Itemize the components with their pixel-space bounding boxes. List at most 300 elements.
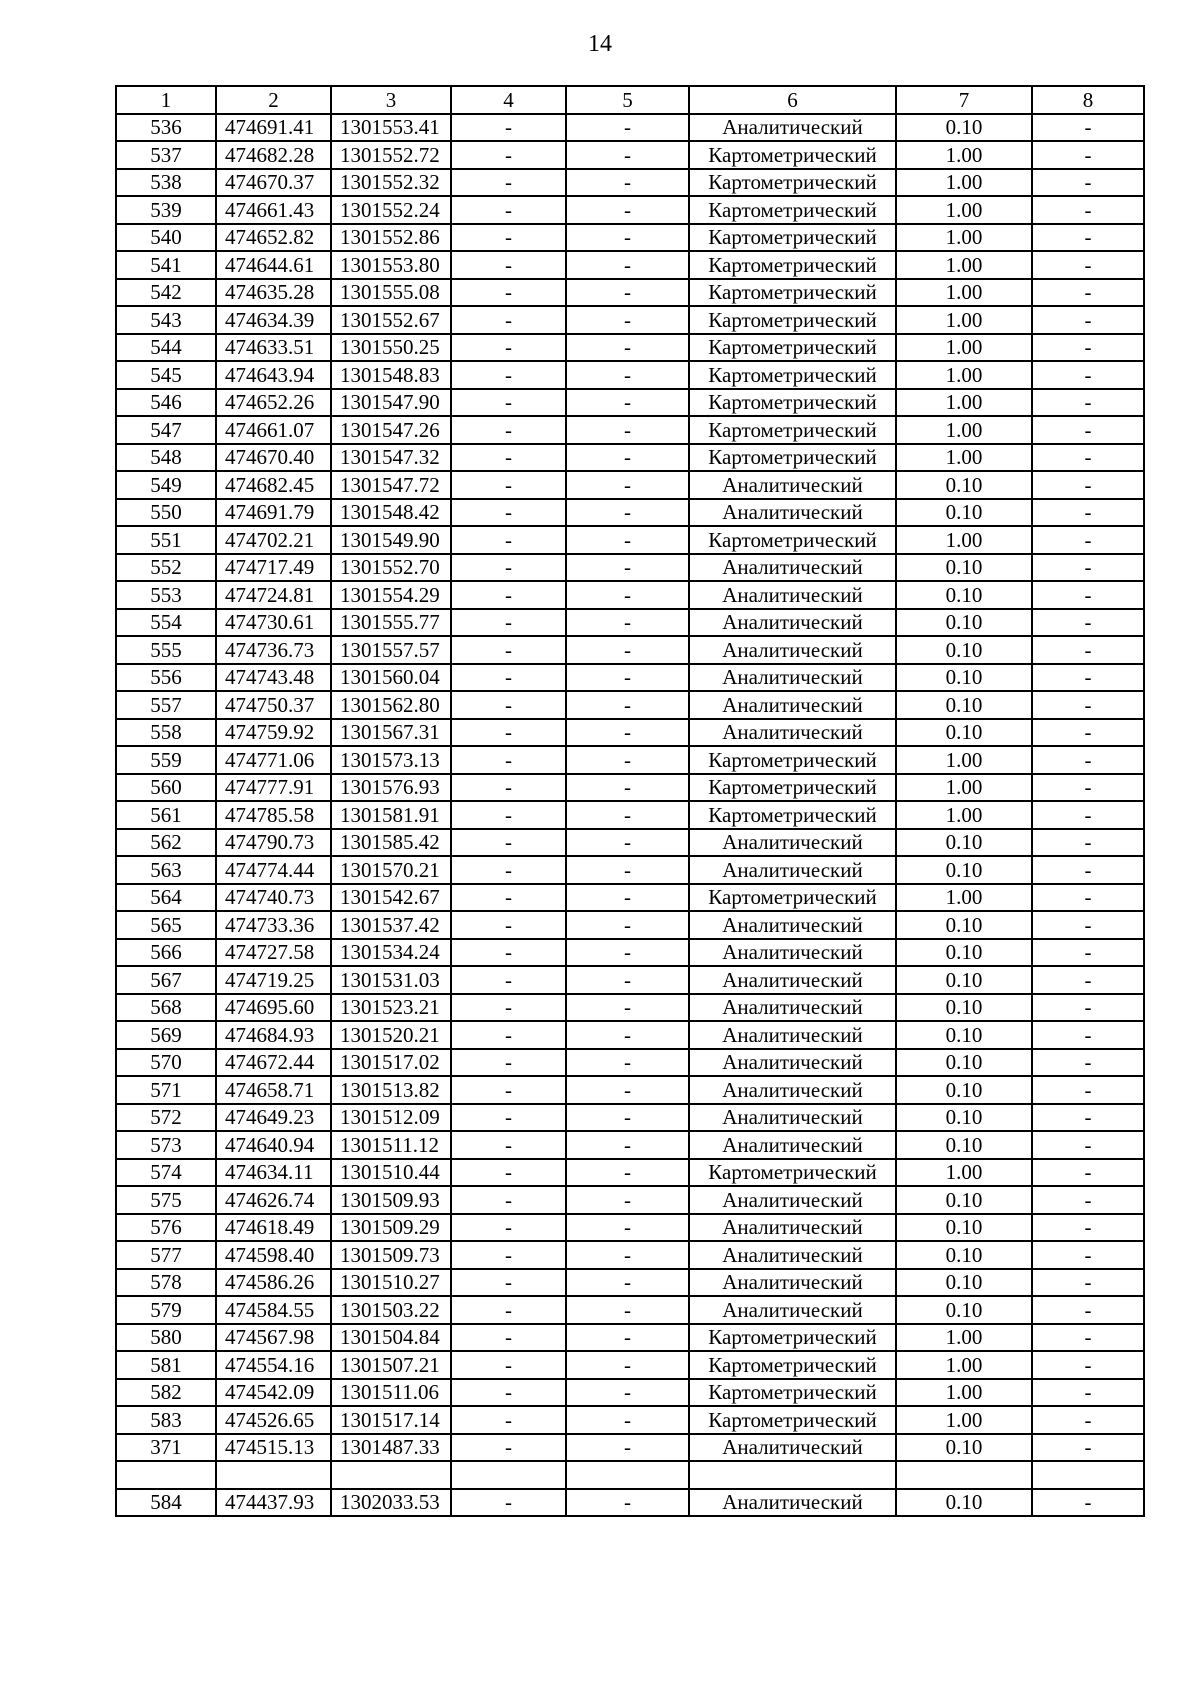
point-number-cell: 564 [116, 884, 216, 912]
col-5-value-cell: - [566, 1269, 689, 1297]
point-number-cell: 573 [116, 1131, 216, 1159]
point-number-cell: 557 [116, 691, 216, 719]
method-cell: Картометрический [689, 334, 896, 362]
coordinate-y-cell: 1302033.53 [331, 1489, 451, 1517]
method-cell: Аналитический [689, 1104, 896, 1132]
method-cell: Картометрический [689, 1406, 896, 1434]
col-8-value-cell: - [1032, 856, 1144, 884]
coordinate-y-cell: 1301552.24 [331, 196, 451, 224]
method-cell: Картометрический [689, 279, 896, 307]
col-5-value-cell: - [566, 609, 689, 637]
col-5-value-cell: - [566, 911, 689, 939]
table-row [116, 224, 1144, 252]
coordinate-y-cell: 1301581.91 [331, 801, 451, 829]
table-row [116, 966, 1144, 994]
col-4-value-cell: - [451, 471, 566, 499]
method-cell: Картометрический [689, 141, 896, 169]
col-5-value-cell: - [566, 856, 689, 884]
coordinate-x-cell: 474684.93 [216, 1021, 331, 1049]
table-row [116, 306, 1144, 334]
accuracy-cell: 1.00 [896, 746, 1032, 774]
coordinate-y-cell: 1301511.12 [331, 1131, 451, 1159]
method-cell: Аналитический [689, 691, 896, 719]
col-5-value-cell: - [566, 1021, 689, 1049]
table-row [116, 389, 1144, 417]
table-row [116, 361, 1144, 389]
col-5-value-cell: - [566, 389, 689, 417]
accuracy-cell: 0.10 [896, 1241, 1032, 1269]
accuracy-cell: 1.00 [896, 1406, 1032, 1434]
coordinate-y-cell: 1301552.67 [331, 306, 451, 334]
col-5-value-cell: - [566, 416, 689, 444]
accuracy-cell: 1.00 [896, 224, 1032, 252]
col-5-value-cell: - [566, 719, 689, 747]
coordinate-x-cell: 474727.58 [216, 939, 331, 967]
coordinates-table [115, 85, 1145, 1517]
method-cell: Картометрический [689, 526, 896, 554]
col-8-value-cell: - [1032, 994, 1144, 1022]
col-4-value-cell: - [451, 279, 566, 307]
accuracy-cell: 0.10 [896, 499, 1032, 527]
accuracy-cell: 1.00 [896, 1324, 1032, 1352]
col-4-value-cell: - [451, 1021, 566, 1049]
col-5-value-cell: - [566, 884, 689, 912]
accuracy-cell: 0.10 [896, 581, 1032, 609]
col-4-value-cell: - [451, 334, 566, 362]
point-number-cell: 566 [116, 939, 216, 967]
coordinate-x-cell: 474691.41 [216, 114, 331, 142]
point-number-cell: 583 [116, 1406, 216, 1434]
method-cell: Картометрический [689, 389, 896, 417]
col-5-value-cell: - [566, 141, 689, 169]
table-row [116, 114, 1144, 142]
accuracy-cell: 1.00 [896, 169, 1032, 197]
col-5-value-cell: - [566, 1214, 689, 1242]
accuracy-cell: 1.00 [896, 334, 1032, 362]
coordinate-x-cell: 474661.43 [216, 196, 331, 224]
col-4-value-cell: - [451, 1104, 566, 1132]
col-4-value-cell: - [451, 361, 566, 389]
coordinate-x-cell: 474644.61 [216, 251, 331, 279]
table-row [116, 141, 1144, 169]
col-8-value-cell: - [1032, 1186, 1144, 1214]
accuracy-cell: 1.00 [896, 196, 1032, 224]
table-row [116, 1406, 1144, 1434]
coordinate-x-cell: 474618.49 [216, 1214, 331, 1242]
accuracy-cell: 0.10 [896, 609, 1032, 637]
col-8-value-cell: - [1032, 1324, 1144, 1352]
coordinate-x-cell: 474515.13 [216, 1434, 331, 1462]
table-row [116, 719, 1144, 747]
col-5-value-cell: - [566, 1379, 689, 1407]
coordinate-y-cell: 1301585.42 [331, 829, 451, 857]
method-cell: Аналитический [689, 856, 896, 884]
point-number-cell: 540 [116, 224, 216, 252]
col-8-value-cell: - [1032, 911, 1144, 939]
method-cell: Аналитический [689, 1186, 896, 1214]
coordinate-x-cell: 474640.94 [216, 1131, 331, 1159]
coordinate-x-cell: 474682.45 [216, 471, 331, 499]
coordinate-x-cell: 474717.49 [216, 554, 331, 582]
col-4-value-cell: - [451, 994, 566, 1022]
table-row [116, 279, 1144, 307]
header-cell-4: 4 [451, 86, 566, 114]
coordinate-y-cell: 1301548.42 [331, 499, 451, 527]
table-row [116, 1379, 1144, 1407]
method-cell: Аналитический [689, 636, 896, 664]
accuracy-cell [896, 1461, 1032, 1489]
method-cell: Аналитический [689, 1241, 896, 1269]
point-number-cell: 571 [116, 1076, 216, 1104]
coordinate-y-cell: 1301547.32 [331, 444, 451, 472]
point-number-cell: 559 [116, 746, 216, 774]
col-4-value-cell: - [451, 416, 566, 444]
point-number-cell: 544 [116, 334, 216, 362]
point-number-cell: 574 [116, 1159, 216, 1187]
coordinate-y-cell: 1301553.80 [331, 251, 451, 279]
col-4-value-cell: - [451, 1131, 566, 1159]
col-4-value-cell: - [451, 1489, 566, 1517]
col-5-value-cell: - [566, 1159, 689, 1187]
accuracy-cell: 0.10 [896, 856, 1032, 884]
col-8-value-cell: - [1032, 691, 1144, 719]
point-number-cell: 537 [116, 141, 216, 169]
coordinate-y-cell: 1301507.21 [331, 1351, 451, 1379]
coordinate-x-cell: 474771.06 [216, 746, 331, 774]
coordinate-y-cell: 1301509.29 [331, 1214, 451, 1242]
point-number-cell: 569 [116, 1021, 216, 1049]
col-4-value-cell: - [451, 251, 566, 279]
method-cell: Аналитический [689, 1214, 896, 1242]
col-8-value-cell: - [1032, 966, 1144, 994]
point-number-cell: 578 [116, 1269, 216, 1297]
table-row [116, 1461, 1144, 1489]
accuracy-cell: 0.10 [896, 1186, 1032, 1214]
coordinate-x-cell: 474777.91 [216, 774, 331, 802]
coordinate-x-cell: 474774.44 [216, 856, 331, 884]
method-cell: Аналитический [689, 114, 896, 142]
coordinate-x-cell: 474437.93 [216, 1489, 331, 1517]
col-5-value-cell: - [566, 251, 689, 279]
col-4-value-cell: - [451, 1434, 566, 1462]
coordinate-y-cell: 1301548.83 [331, 361, 451, 389]
col-8-value-cell: - [1032, 554, 1144, 582]
accuracy-cell: 0.10 [896, 1269, 1032, 1297]
coordinate-x-cell: 474670.40 [216, 444, 331, 472]
table-row [116, 1104, 1144, 1132]
accuracy-cell: 0.10 [896, 1214, 1032, 1242]
method-cell: Картометрический [689, 746, 896, 774]
table-row [116, 196, 1144, 224]
point-number-cell: 549 [116, 471, 216, 499]
accuracy-cell: 1.00 [896, 389, 1032, 417]
coordinate-y-cell: 1301512.09 [331, 1104, 451, 1132]
col-4-value-cell: - [451, 1296, 566, 1324]
col-5-value-cell: - [566, 444, 689, 472]
coordinate-x-cell: 474719.25 [216, 966, 331, 994]
col-8-value-cell: - [1032, 1214, 1144, 1242]
method-cell: Картометрический [689, 196, 896, 224]
coordinate-x-cell: 474724.81 [216, 581, 331, 609]
point-number-cell: 558 [116, 719, 216, 747]
col-4-value-cell: - [451, 1269, 566, 1297]
table-row [116, 939, 1144, 967]
col-5-value-cell: - [566, 1324, 689, 1352]
accuracy-cell: 0.10 [896, 1296, 1032, 1324]
col-8-value-cell: - [1032, 499, 1144, 527]
table-row [116, 1186, 1144, 1214]
coordinate-x-cell: 474634.39 [216, 306, 331, 334]
col-5-value-cell: - [566, 196, 689, 224]
table-row [116, 829, 1144, 857]
col-8-value-cell: - [1032, 444, 1144, 472]
point-number-cell: 577 [116, 1241, 216, 1269]
coordinate-x-cell: 474526.65 [216, 1406, 331, 1434]
table-row [116, 774, 1144, 802]
method-cell: Аналитический [689, 1049, 896, 1077]
table-row [116, 1296, 1144, 1324]
col-8-value-cell: - [1032, 1159, 1144, 1187]
col-4-value-cell: - [451, 224, 566, 252]
accuracy-cell: 0.10 [896, 691, 1032, 719]
col-4-value-cell: - [451, 1324, 566, 1352]
col-8-value-cell: - [1032, 1434, 1144, 1462]
col-8-value-cell: - [1032, 526, 1144, 554]
col-8-value-cell [1032, 1461, 1144, 1489]
col-8-value-cell: - [1032, 1076, 1144, 1104]
accuracy-cell: 1.00 [896, 884, 1032, 912]
coordinate-y-cell: 1301555.08 [331, 279, 451, 307]
method-cell: Аналитический [689, 719, 896, 747]
accuracy-cell: 1.00 [896, 444, 1032, 472]
col-8-value-cell: - [1032, 1351, 1144, 1379]
table-row [116, 526, 1144, 554]
point-number-cell: 582 [116, 1379, 216, 1407]
col-5-value-cell: - [566, 1406, 689, 1434]
coordinate-x-cell: 474598.40 [216, 1241, 331, 1269]
col-4-value-cell: - [451, 114, 566, 142]
col-8-value-cell: - [1032, 774, 1144, 802]
point-number-cell: 565 [116, 911, 216, 939]
method-cell: Картометрический [689, 416, 896, 444]
coordinate-y-cell: 1301511.06 [331, 1379, 451, 1407]
method-cell: Картометрический [689, 884, 896, 912]
point-number-cell: 548 [116, 444, 216, 472]
coordinate-y-cell: 1301517.14 [331, 1406, 451, 1434]
col-5-value-cell: - [566, 1049, 689, 1077]
point-number-cell: 371 [116, 1434, 216, 1462]
table-row [116, 334, 1144, 362]
col-5-value-cell: - [566, 966, 689, 994]
col-5-value-cell: - [566, 306, 689, 334]
col-4-value-cell: - [451, 1406, 566, 1434]
method-cell: Аналитический [689, 471, 896, 499]
coordinate-x-cell: 474750.37 [216, 691, 331, 719]
accuracy-cell: 0.10 [896, 664, 1032, 692]
col-8-value-cell: - [1032, 141, 1144, 169]
method-cell: Аналитический [689, 1076, 896, 1104]
coordinate-y-cell: 1301510.27 [331, 1269, 451, 1297]
coordinate-y-cell: 1301537.42 [331, 911, 451, 939]
method-cell: Аналитический [689, 664, 896, 692]
header-cell-5: 5 [566, 86, 689, 114]
col-4-value-cell: - [451, 691, 566, 719]
method-cell: Аналитический [689, 554, 896, 582]
point-number-cell: 538 [116, 169, 216, 197]
point-number-cell: 560 [116, 774, 216, 802]
col-5-value-cell: - [566, 499, 689, 527]
col-4-value-cell: - [451, 526, 566, 554]
accuracy-cell: 1.00 [896, 801, 1032, 829]
col-4-value-cell: - [451, 719, 566, 747]
coordinate-y-cell: 1301552.32 [331, 169, 451, 197]
coordinate-y-cell: 1301531.03 [331, 966, 451, 994]
col-8-value-cell: - [1032, 1406, 1144, 1434]
col-5-value-cell: - [566, 801, 689, 829]
method-cell: Картометрический [689, 1379, 896, 1407]
col-5-value-cell: - [566, 279, 689, 307]
col-4-value-cell: - [451, 856, 566, 884]
coordinate-y-cell: 1301570.21 [331, 856, 451, 884]
col-8-value-cell: - [1032, 1269, 1144, 1297]
coordinate-x-cell: 474702.21 [216, 526, 331, 554]
col-8-value-cell: - [1032, 1104, 1144, 1132]
accuracy-cell: 0.10 [896, 636, 1032, 664]
col-4-value-cell [451, 1461, 566, 1489]
point-number-cell: 552 [116, 554, 216, 582]
page-number: 14 [588, 31, 612, 57]
method-cell: Картометрический [689, 801, 896, 829]
accuracy-cell: 1.00 [896, 361, 1032, 389]
table-body [116, 86, 1144, 1516]
table-row [116, 636, 1144, 664]
coordinate-x-cell: 474691.79 [216, 499, 331, 527]
coordinate-x-cell [216, 1461, 331, 1489]
col-5-value-cell: - [566, 169, 689, 197]
col-4-value-cell: - [451, 664, 566, 692]
method-cell: Аналитический [689, 581, 896, 609]
col-5-value-cell: - [566, 1489, 689, 1517]
col-4-value-cell: - [451, 554, 566, 582]
col-5-value-cell: - [566, 554, 689, 582]
coordinate-x-cell: 474682.28 [216, 141, 331, 169]
method-cell: Аналитический [689, 994, 896, 1022]
coordinate-x-cell: 474670.37 [216, 169, 331, 197]
point-number-cell: 575 [116, 1186, 216, 1214]
col-4-value-cell: - [451, 1159, 566, 1187]
col-5-value-cell: - [566, 1104, 689, 1132]
method-cell: Аналитический [689, 1131, 896, 1159]
accuracy-cell: 1.00 [896, 1379, 1032, 1407]
col-4-value-cell: - [451, 636, 566, 664]
table-row [116, 1214, 1144, 1242]
point-number-cell: 551 [116, 526, 216, 554]
table-row [116, 884, 1144, 912]
coordinate-y-cell: 1301517.02 [331, 1049, 451, 1077]
point-number-cell: 556 [116, 664, 216, 692]
method-cell: Картометрический [689, 251, 896, 279]
header-cell-6: 6 [689, 86, 896, 114]
col-8-value-cell: - [1032, 829, 1144, 857]
accuracy-cell: 1.00 [896, 279, 1032, 307]
col-8-value-cell: - [1032, 884, 1144, 912]
method-cell: Картометрический [689, 774, 896, 802]
col-8-value-cell: - [1032, 664, 1144, 692]
accuracy-cell: 0.10 [896, 1076, 1032, 1104]
col-4-value-cell: - [451, 801, 566, 829]
col-8-value-cell: - [1032, 169, 1144, 197]
point-number-cell: 581 [116, 1351, 216, 1379]
col-4-value-cell: - [451, 196, 566, 224]
table-row [116, 169, 1144, 197]
coordinate-y-cell: 1301553.41 [331, 114, 451, 142]
point-number-cell: 554 [116, 609, 216, 637]
point-number-cell: 542 [116, 279, 216, 307]
point-number-cell: 568 [116, 994, 216, 1022]
col-8-value-cell: - [1032, 114, 1144, 142]
method-cell: Аналитический [689, 499, 896, 527]
accuracy-cell: 1.00 [896, 141, 1032, 169]
coordinate-x-cell: 474661.07 [216, 416, 331, 444]
coordinate-x-cell: 474542.09 [216, 1379, 331, 1407]
coordinate-y-cell: 1301576.93 [331, 774, 451, 802]
coordinate-x-cell: 474634.11 [216, 1159, 331, 1187]
col-5-value-cell: - [566, 829, 689, 857]
col-5-value-cell: - [566, 636, 689, 664]
point-number-cell: 550 [116, 499, 216, 527]
point-number-cell: 561 [116, 801, 216, 829]
accuracy-cell: 0.10 [896, 829, 1032, 857]
col-4-value-cell: - [451, 306, 566, 334]
col-5-value-cell: - [566, 939, 689, 967]
col-4-value-cell: - [451, 911, 566, 939]
point-number-cell: 567 [116, 966, 216, 994]
coordinate-x-cell: 474785.58 [216, 801, 331, 829]
method-cell: Картометрический [689, 169, 896, 197]
col-5-value-cell: - [566, 1351, 689, 1379]
coordinate-y-cell: 1301510.44 [331, 1159, 451, 1187]
col-4-value-cell: - [451, 609, 566, 637]
method-cell: Аналитический [689, 1296, 896, 1324]
col-8-value-cell: - [1032, 279, 1144, 307]
coordinate-y-cell: 1301554.29 [331, 581, 451, 609]
coordinate-y-cell: 1301487.33 [331, 1434, 451, 1462]
header-cell-2: 2 [216, 86, 331, 114]
coordinate-x-cell: 474635.28 [216, 279, 331, 307]
method-cell: Картометрический [689, 1159, 896, 1187]
col-4-value-cell: - [451, 774, 566, 802]
accuracy-cell: 0.10 [896, 1489, 1032, 1517]
col-4-value-cell: - [451, 939, 566, 967]
accuracy-cell: 0.10 [896, 911, 1032, 939]
coordinate-y-cell: 1301547.26 [331, 416, 451, 444]
coordinate-y-cell: 1301560.04 [331, 664, 451, 692]
col-8-value-cell: - [1032, 636, 1144, 664]
accuracy-cell: 0.10 [896, 719, 1032, 747]
table-row [116, 1049, 1144, 1077]
table-row [116, 994, 1144, 1022]
col-5-value-cell: - [566, 114, 689, 142]
col-4-value-cell: - [451, 169, 566, 197]
col-8-value-cell: - [1032, 746, 1144, 774]
coordinate-y-cell: 1301552.86 [331, 224, 451, 252]
accuracy-cell: 1.00 [896, 1351, 1032, 1379]
point-number-cell: 539 [116, 196, 216, 224]
method-cell: Аналитический [689, 829, 896, 857]
coordinate-y-cell: 1301547.90 [331, 389, 451, 417]
coordinate-x-cell: 474730.61 [216, 609, 331, 637]
col-8-value-cell: - [1032, 1241, 1144, 1269]
